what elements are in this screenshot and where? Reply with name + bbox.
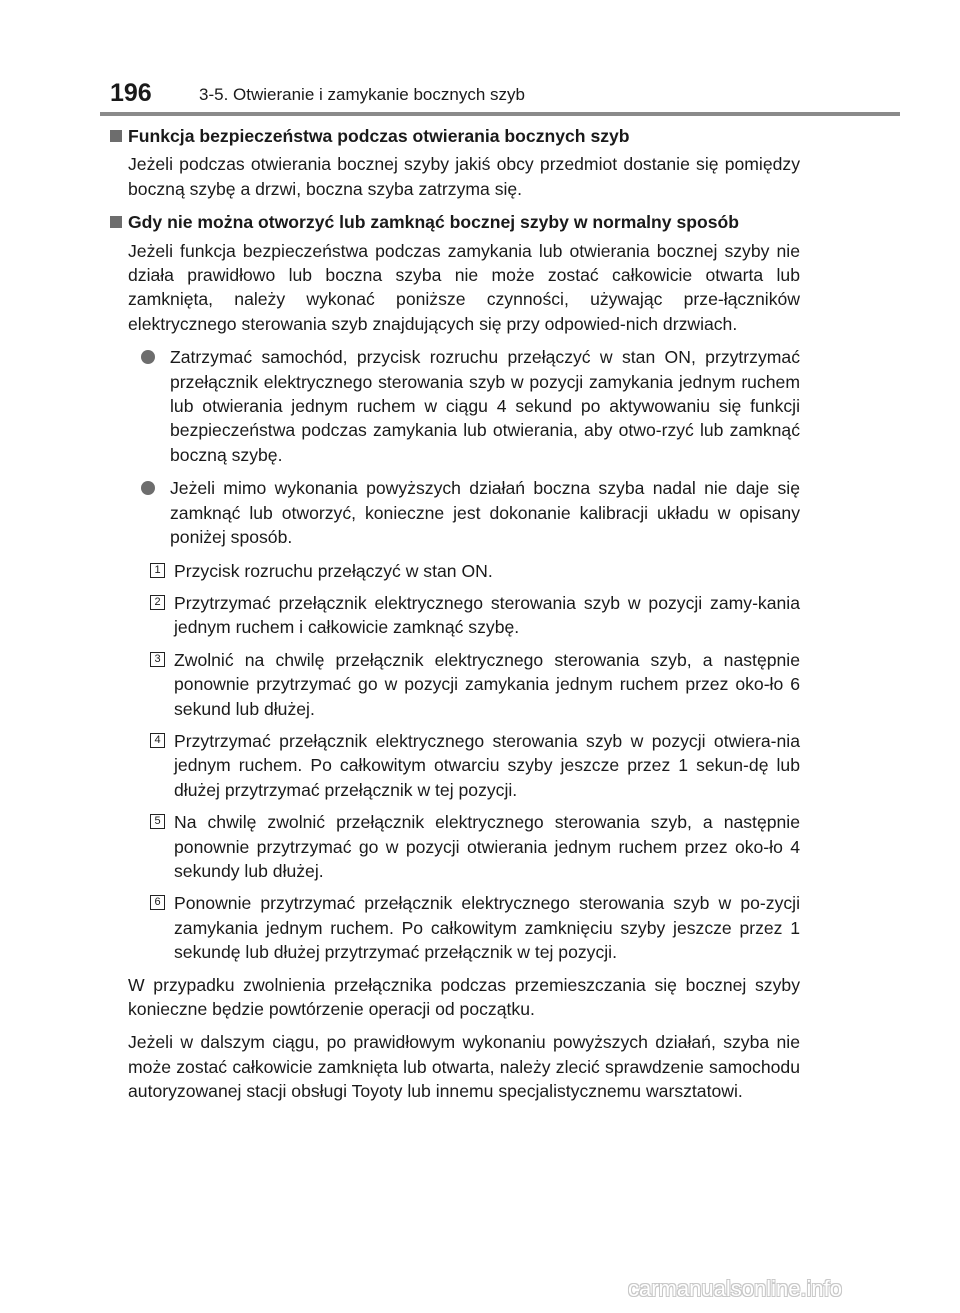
step-item xyxy=(128,591,800,640)
step-text: Ponownie przytrzymać przełącznik elektrycznego sterowania szyb w po-zycji zamykania jednym ruchem. Po całkowitym zamknięciu szyby jeszcze przez 1 sekundę lub dłużej przytrzymać przełącznik w tej pozycji. xyxy=(174,893,800,963)
step-item xyxy=(128,891,800,964)
step-item xyxy=(128,810,800,883)
circle-bullet-icon xyxy=(141,481,155,495)
section1-heading-text: Funkcja bezpieczeństwa podczas otwierania bocznych szyb xyxy=(128,126,630,146)
section2-heading xyxy=(128,210,800,234)
step-text: Przytrzymać przełącznik elektrycznego sterowania szyb w pozycji otwiera-nia jednym ruchem. Po całkowitym otwarciu szyby jeszcze przez 1 sekun-dę lub dłużej przytrzymać przełącznik w tej pozycji. xyxy=(174,730,800,800)
section2-heading-text: Gdy nie można otworzyć lub zamknąć bocznej szyby w normalny sposób xyxy=(128,212,740,233)
section1-heading xyxy=(128,124,800,148)
step-text: Zwolnić na chwilę przełącznik elektrycznego sterowania szyb, a następnie ponownie przytrzymać go w pozycji zamykania jednym ruchem przez oko-ło 6 sekund lub dłużej. xyxy=(174,649,800,719)
page-number: 196 xyxy=(110,79,152,107)
section1-body: Jeżeli podczas otwierania bocznej szyby jakiś obcy przedmiot dostanie się pomiędzy boczną szybę a drzwi, boczna szyba zatrzyma się. xyxy=(128,154,800,199)
step-number-box: 4 xyxy=(150,733,165,748)
section-title: 3-5. Otwieranie i zamykanie bocznych szyb xyxy=(199,85,525,104)
step-text: Przytrzymać przełącznik elektrycznego sterowania szyb w pozycji zamy-kania jednym ruchem i całkowicie zamknąć szybę. xyxy=(174,592,800,638)
bullet-item xyxy=(128,476,800,549)
step-item xyxy=(128,729,800,802)
step-number-box: 6 xyxy=(150,895,165,910)
watermark: carmanualsonline.info xyxy=(628,1276,843,1301)
step-text: Na chwilę zwolnić przełącznik elektrycznego sterowania szyb, a następnie ponownie przytrzymać go w pozycji otwierania jednym ruchem przez oko-ło 4 sekundy lub dłużej. xyxy=(174,812,800,881)
bullet-item xyxy=(128,345,800,467)
step-number-box: 3 xyxy=(150,652,165,667)
section2-intro: Jeżeli funkcja bezpieczeństwa podczas zamykania lub otwierania bocznej szyby nie działa prawidłowo lub boczna szyba nie może zostać całkowicie otwarta lub zamknięta, należy wykonać poniższe czynności, używając prze-łączników elektrycznego sterowania szyb znajdujących się przy odpowied-nich drzwiach. xyxy=(128,240,800,334)
step-number-box: 1 xyxy=(150,563,165,578)
header-rule xyxy=(100,112,900,116)
square-bullet-icon xyxy=(110,130,122,142)
step-item xyxy=(128,648,800,721)
square-bullet-icon xyxy=(110,216,122,228)
step-item xyxy=(128,559,800,583)
bullet-text: Jeżeli mimo wykonania powyższych działań boczna szyba nadal nie daje się zamknąć lub otworzyć, konieczne jest dokonanie kalibracji układu w opisany poniżej sposób. xyxy=(170,478,800,548)
page-content xyxy=(128,124,800,1113)
step-text: Przycisk rozruchu przełączyć w stan ON. xyxy=(174,560,493,581)
note-paragraph: Jeżeli w dalszym ciągu, po prawidłowym wykonaniu powyższych działań, szyba nie może zostać całkowicie zamknięta lub otwarta, należy zlecić sprawdzenie samochodu autoryzowanej stacji obsługi Toyoty lub innemu specjalistycznemu warsztatowi. xyxy=(128,1032,800,1102)
step-number-box: 2 xyxy=(150,595,165,610)
bullet-text: Zatrzymać samochód, przycisk rozruchu przełączyć w stan ON, przytrzymać przełącznik elektrycznego sterowania szyb w pozycji zamykania jednym ruchem lub otwierania jednym ruchem w ciągu 4 sekund po aktywowaniu się funkcji bezpieczeństwa podczas zamykania lub otwierania, aby otwo-rzyć lub zamknąć boczną szybę. xyxy=(170,347,800,465)
step-number-box: 5 xyxy=(150,814,165,829)
circle-bullet-icon xyxy=(141,350,155,364)
note-paragraph: W przypadku zwolnienia przełącznika podczas przemieszczania się bocznej szyby konieczne będzie powtórzenie operacji od początku. xyxy=(128,974,800,1019)
